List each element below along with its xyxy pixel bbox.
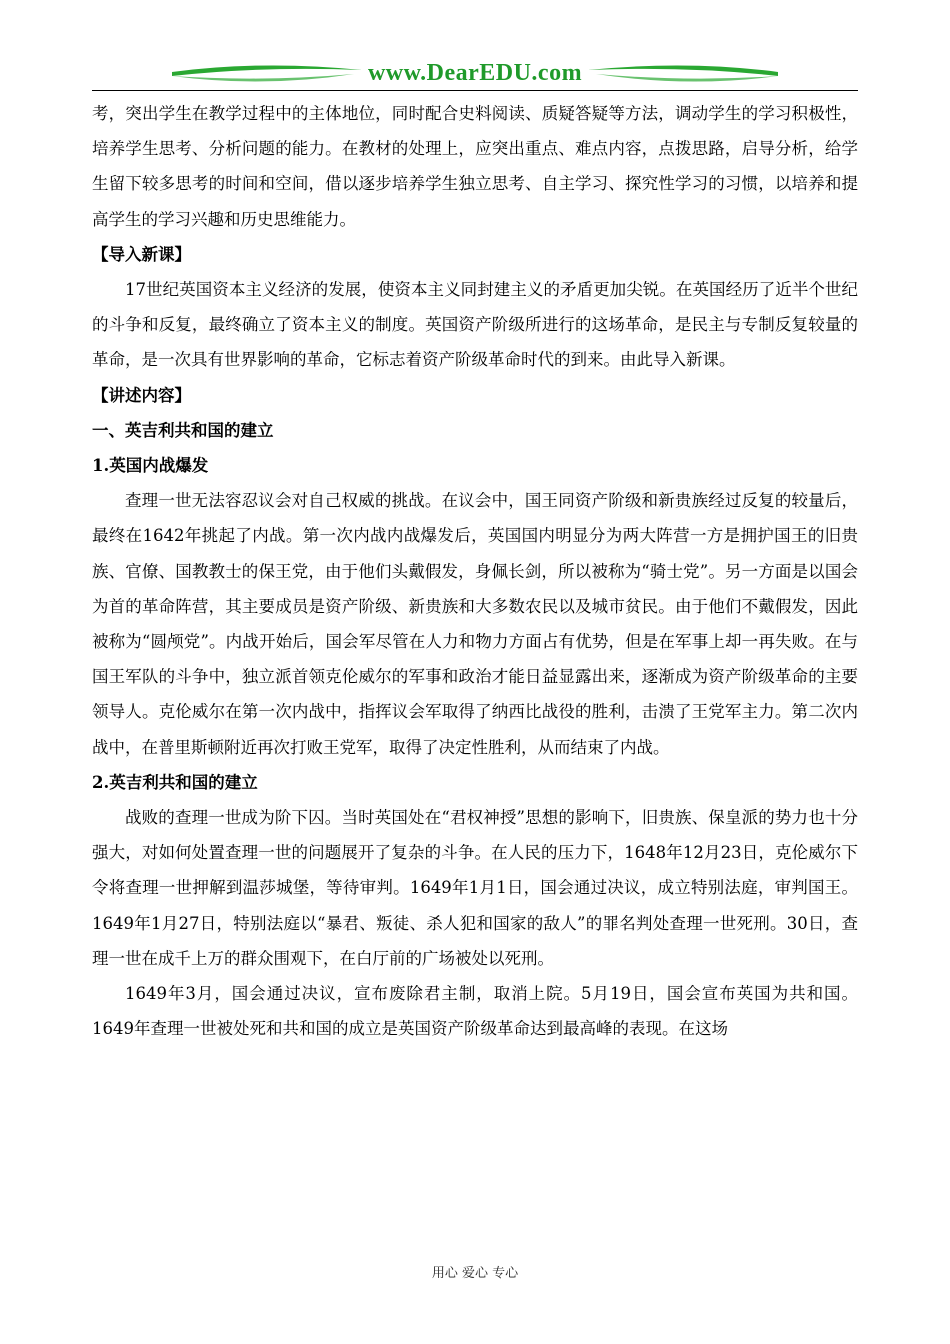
subsection-heading: 1.英国内战爆发 (92, 456, 209, 476)
subsection-heading: 2.英吉利共和国的建立 (92, 772, 258, 792)
header-rule (92, 90, 858, 91)
page-header (92, 58, 858, 92)
section-heading-content: 【讲述内容】 (92, 385, 191, 405)
site-logo-text: www.DearEDU.com (367, 60, 583, 86)
body-paragraph: 查理一世无法容忍议会对自己权威的挑战。在议会中，国王同资产阶级和新贵族经过反复的较量后，最终在1642年挑起了内战。第一次内战内战爆发后，英国国内明显分为两大阵营一方是拥护国王的旧贵族、官僚、国教教士的保王党，由于他们头戴假发，身佩长剑，所以被称为“骑士党”。另一方面是以国会为首的革命阵营，其主要成员是资产阶级、新贵族和大多数农民以及城市贫民。由于他们不戴假发，因此被称为“圆颅党”。内战开始后，国会军尽管在人力和物力方面占有优势，但是在军事上却一再失败。在与国王军队的斗争中，独立派首领克伦威尔的军事和政治才能日益显露出来，逐渐成为资产阶级革命的主要领导人。克伦威尔在第一次内战中，指挥议会军取得了纳西比战役的胜利，击溃了王党军主力。第二次内战中，在普里斯顿附近再次打败王党军，取得了决定性胜利，从而结束了内战。 (92, 491, 858, 757)
document-body (92, 96, 858, 1046)
section-heading-intro: 【导入新课】 (92, 244, 191, 264)
body-paragraph: 1649年3月，国会通过决议，宣布废除君主制，取消上院。5月19日，国会宣布英国为共和国。1649年查理一世被处死和共和国的成立是英国资产阶级革命达到最高峰的表现。在这场 (92, 984, 858, 1039)
body-paragraph: 考，突出学生在教学过程中的主体地位，同时配合史料阅读、质疑答疑等方法，调动学生的学习积极性，培养学生思考、分析问题的能力。在教材的处理上，应突出重点、难点内容，点拨思路，启导分析，给学生留下较多思考的时间和空间，借以逐步培养学生独立思考、自主学习、探究性学习的习惯，以培养和提高学生的学习兴趣和历史思维能力。 (92, 104, 858, 229)
page-footer: 用心 爱心 专心 (431, 1266, 519, 1281)
body-paragraph: 17世纪英国资本主义经济的发展，使资本主义同封建主义的矛盾更加尖锐。在英国经历了近半个世纪的斗争和反复，最终确立了资本主义的制度。英国资产阶级所进行的这场革命，是民主与专制反复较量的革命，是一次具有世界影响的革命，它标志着资产阶级革命时代的到来。由此导入新课。 (92, 280, 858, 370)
body-paragraph: 战败的查理一世成为阶下囚。当时英国处在“君权神授”思想的影响下，旧贵族、保皇派的势力也十分强大，对如何处置查理一世的问题展开了复杂的斗争。在人民的压力下，1648年12月23日，克伦威尔下令将查理一世押解到温莎城堡，等待审判。1649年1月1日，国会通过决议，成立特别法庭，审判国王。1649年1月27日，特别法庭以“暴君、叛徒、杀人犯和国家的敌人”的罪名判处查理一世死刑。30日，查理一世在成千上万的群众围观下，在白厅前的广场被处以死刑。 (92, 808, 858, 968)
chapter-heading: 一、英吉利共和国的建立 (92, 420, 274, 440)
